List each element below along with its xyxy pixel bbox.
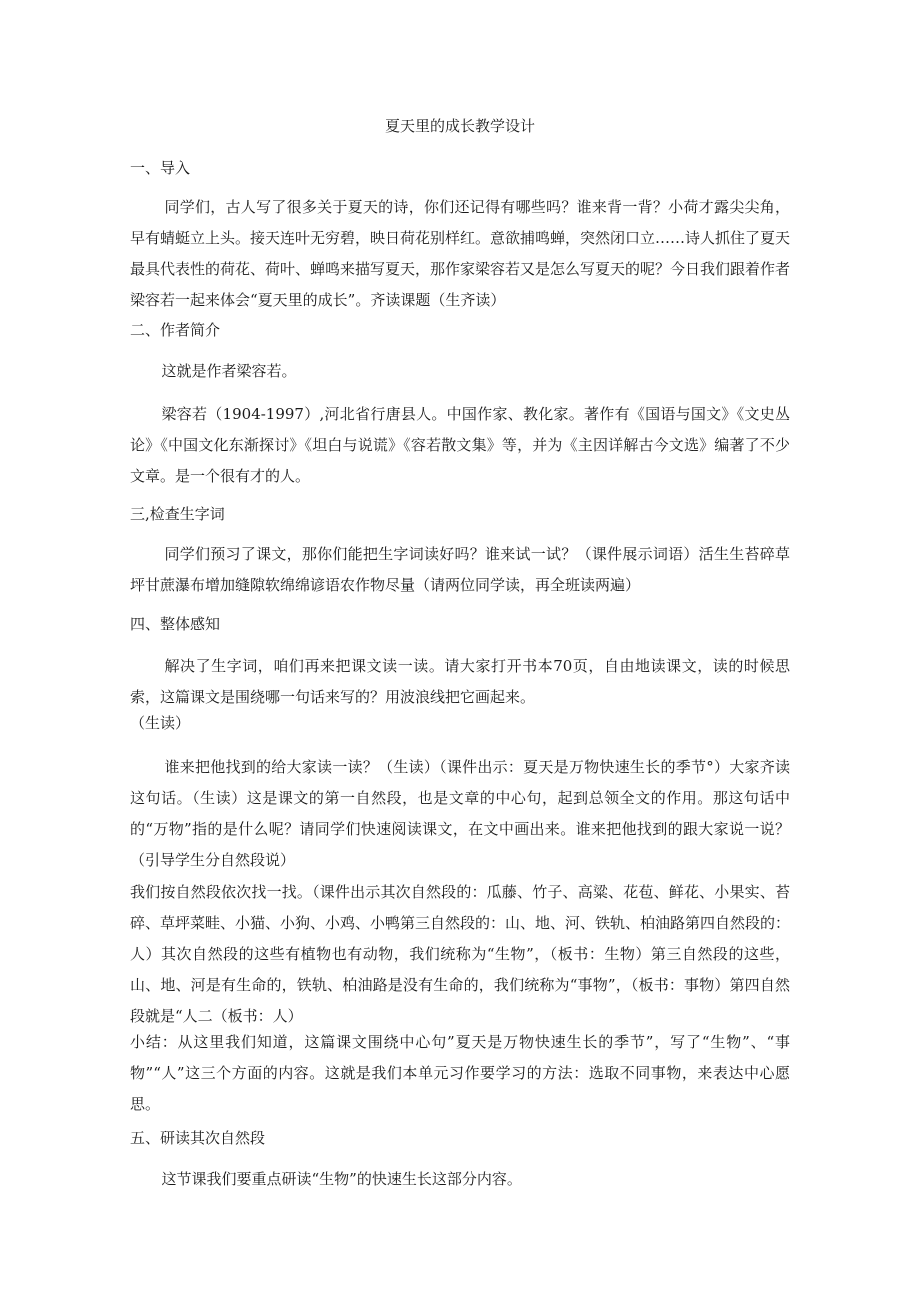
paragraph-paragraph-search: 我们按自然段依次找一找。（课件出示其次自然段的：瓜藤、竹子、高粱、花苞、鲜花、小果实、苔碎、草坪菜畦、小猫、小狗、小鸡、小鸭第三自然段的：山、地、河、铁轨、柏油路第四自然段的：人）其次自然段的这些有植物也有动物，我们统称为“生物”，（板书：生物）第三自然段的这些，山、地、河是有生命的，铁轨、柏油路是没有生命的，我们统称为“事物”，（板书：事物）第四自然段就是“人二（板书：人）	[130, 883, 791, 1025]
document-title: 夏天里的成长教学设计	[384, 117, 535, 135]
paragraph-summary: 小结：从这里我们知道，这篇课文围绕中心句”夏天是万物快速生长的季节”，写了“生物”、“事物”“人”这三个方面的内容。这就是我们本单元习作要学习的方法：选取不同事物，来表达中心愿思。	[130, 1033, 790, 1113]
paragraph-author-intro: 这就是作者梁容若。	[161, 362, 297, 380]
paragraph-author-bio: 梁容若（1904-1997）,河北省行唐县人。中国作家、教化家。著作有《国语与国文》《文史丛论》《中国文化东渐探讨》《坦白与说谎》《容若散文集》等，并为《主因详解古今文选》编著了不少文章。是一个很有才的人。	[130, 405, 790, 485]
paragraph-vocabulary: 同学们预习了课文，那你们能把生字词读好吗？谁来试一试？（课件展示词语）活生生苔碎草坪甘蔗瀑布增加缝隙软绵绵谚语农作物尽量（请两位同学读，再全班读两遍）	[130, 545, 790, 594]
paragraph-student-read: （生读）	[130, 714, 191, 732]
section-heading-overview: 四、整体感知	[130, 615, 221, 633]
section-heading-second-paragraph: 五、研读其次自然段	[130, 1129, 266, 1147]
paragraph-focus: 这节课我们要重点研读“生物”的快速生长这部分内容。	[161, 1170, 522, 1188]
paragraph-central-sentence: 谁来把他找到的给大家读一读？（生读）（课件出示：夏天是万物快速生长的季节°）大家齐读这句话。（生读）这是课文的第一自然段，也是文章的中心句，起到总领全文的作用。那这句话中的“万物”指的是什么呢？请同学们快速阅读课文，在文中画出来。谁来把他找到的跟大家说一说？（引导学生分自然段说）	[130, 758, 790, 869]
section-heading-author: 二、作者简介	[130, 321, 221, 339]
paragraph-intro: 同学们，古人写了很多关于夏天的诗，你们还记得有哪些吗？谁来背一背？小荷才露尖尖角，早有蜻蜓立上头。接天连叶无穷碧，映日荷花别样红。意欲捕鸣蝉，突然闭口立……诗人抓住了夏天最具代表性的荷花、荷叶、蝉鸣来描写夏天，那作家梁容若又是怎么写夏天的呢？今日我们跟着作者梁容若一起来体会“夏天里的成长”。齐读课题（生齐读）	[130, 198, 791, 309]
section-heading-intro: 一、导入	[130, 159, 191, 177]
paragraph-overview-read: 解决了生字词，咱们再来把课文读一读。请大家打开书本70页，自由地读课文，读的时候思索，这篇课文是围绕哪一句话来写的？用波浪线把它画起来。	[130, 657, 790, 706]
section-heading-vocabulary: 三,检查生字词	[130, 505, 225, 523]
